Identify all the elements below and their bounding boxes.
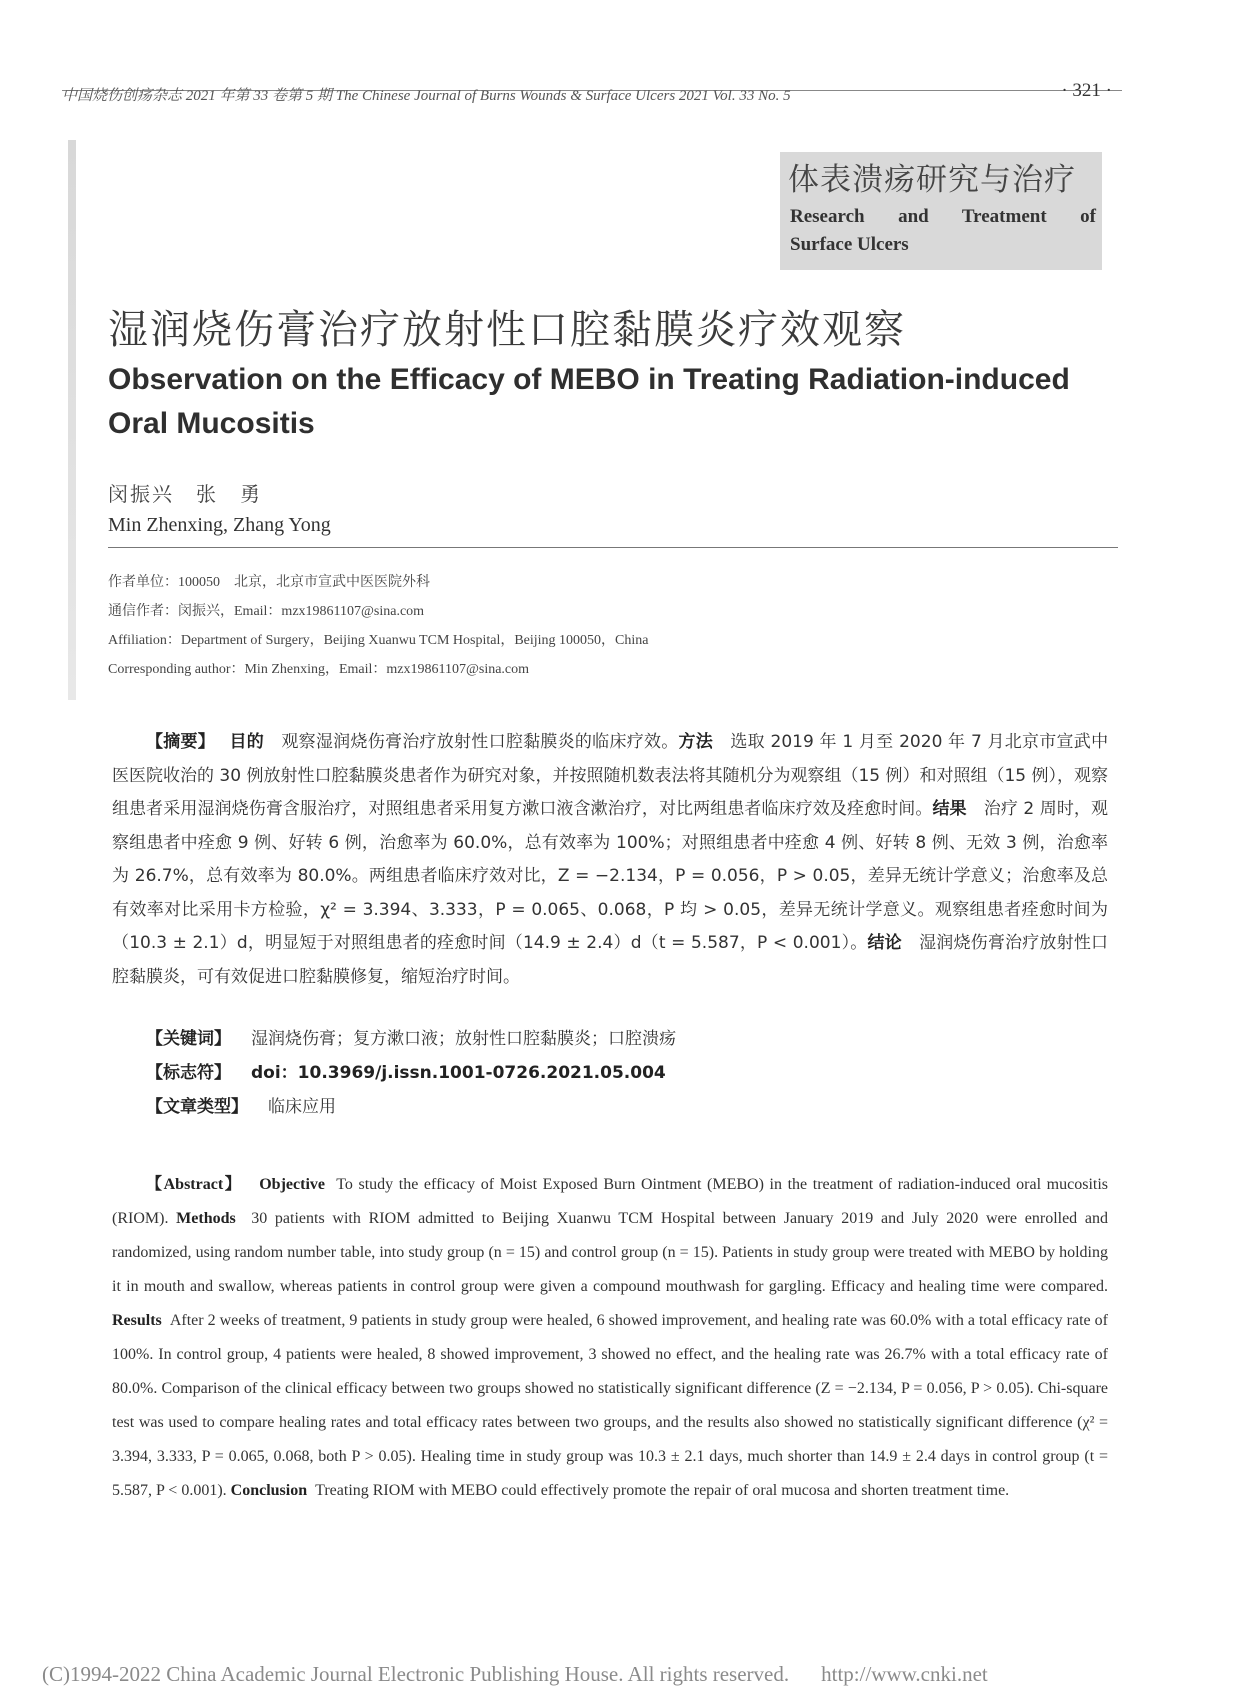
conclusion-text-en: Treating RIOM with MEBO could effectively promote the repair of oral mucosa and shorten treatment time. bbox=[315, 1482, 1010, 1499]
authors-en: Min Zhenxing, Zhang Yong bbox=[108, 514, 331, 536]
article-type-label: 【文章类型】 bbox=[146, 1097, 248, 1117]
copyright-text: (C)1994-2022 China Academic Journal Electronic Publishing House. All rights reserved. bbox=[42, 1662, 790, 1686]
section-title-en-line1: Research and Treatment of bbox=[790, 206, 1096, 227]
keywords-label: 【关键词】 bbox=[146, 1029, 231, 1049]
conclusion-label-cn: 结论 bbox=[867, 933, 902, 953]
doi-value: doi：10.3969/j.issn.1001-0726.2021.05.004 bbox=[251, 1063, 666, 1083]
affiliation-line: Corresponding author：Min Zhenxing，Email：mzx19861107@sina.com bbox=[108, 662, 530, 677]
abstract-cn-label: 【摘要】 bbox=[146, 732, 207, 752]
section-title-en-line2: Surface Ulcers bbox=[790, 234, 909, 255]
article-title-en: Observation on the Efficacy of MEBO in Treating Radiation-induced Oral Mucositis bbox=[108, 363, 1070, 440]
divider bbox=[108, 547, 1118, 548]
results-label-en: Results bbox=[112, 1312, 162, 1329]
doi-label: 【标志符】 bbox=[146, 1063, 231, 1083]
results-label-cn: 结果 bbox=[932, 799, 967, 819]
article-type-line bbox=[146, 1092, 336, 1117]
journal-citation: 中国烧伤创疡杂志 2021 年第 33 卷第 5 期 The Chinese Journal of Burns Wounds & Surface Ulcers 2021 Vol. 33 No. 5 bbox=[62, 88, 791, 104]
page-number: · 321 · bbox=[1061, 80, 1112, 101]
copyright-footer bbox=[42, 1662, 988, 1687]
objective-label-cn: 目的 bbox=[229, 732, 265, 752]
article-title-cn: 湿润烧伤膏治疗放射性口腔黏膜炎疗效观察 bbox=[108, 307, 906, 353]
objective-text-cn: 观察湿润烧伤膏治疗放射性口腔黏膜炎的临床疗效。 bbox=[281, 732, 679, 752]
authors-cn: 闵振兴 张 勇 bbox=[108, 482, 262, 506]
section-title-cn: 体表溃疡研究与治疗 bbox=[788, 162, 1076, 198]
keywords bbox=[146, 1024, 676, 1049]
results-text-cn: 治疗 2 周时，观察组患者中痊愈 9 例、好转 6 例，治愈率为 60.0%，总有效率为 100%；对照组患者中痊愈 4 例、好转 8 例、无效 3 例，治愈率为 26.7%，总有效率为 80.0%。两组患者临床疗效对比，Z = −2.134，P = 0.056，P > 0.05，差异无统计学意义；治愈率及总有效率对比采用卡方检验，χ² = 3.394、3.333，P = 0.065、0.068，P 均 > 0.05，差异无统计学意义。观察组患者痊愈时间为（10.3 ± 2.1）d，明显短于对照组患者的痊愈时间（14.9 ± 2.4）d（t = 5.587，P < 0.001）。 bbox=[112, 799, 1109, 953]
conclusion-text-cn: 湿润烧伤膏治疗放射性口腔黏膜炎，可有效促进口腔黏膜修复，缩短治疗时间。 bbox=[112, 933, 1109, 987]
abstract-en-label: 【Abstract】 bbox=[146, 1176, 243, 1193]
article-type-value: 临床应用 bbox=[268, 1097, 336, 1117]
methods-text-cn: 选取 2019 年 1 月至 2020 年 7 月北京市宣武中医医院收治的 30 例放射性口腔黏膜炎患者作为研究对象，并按照随机数表法将其随机分为观察组（15 例）和对照组（15 例），观察组患者采用湿润烧伤膏含服治疗，对照组患者采用复方漱口液含漱治疗，对比两组患者临床疗效及痊愈时间。 bbox=[112, 732, 1109, 819]
results-text-en: After 2 weeks of treatment, 9 patients in study group were healed, 6 showed improvement, and healing rate was 60.0% with a total efficacy rate of 100%. In control group, 4 patients were healed, 8 showed improvement, 3 showed no effect, and the healing rate was 26.7% with a total efficacy rate of 80.0%. Comparison of the clinical efficacy between two groups showed no statistically significant difference (Z = −2.134, P = 0.056, P > 0.05). Chi-square test was used to compare healing rates and total efficacy rates between two groups, and the results also showed no statistically significant difference (χ² = 3.394, 3.333, P = 0.065, 0.068, both P > 0.05). Healing time in study group was 10.3 ± 2.1 days, much shorter than 14.9 ± 2.4 days in control group (t = 5.587, P < 0.001). bbox=[112, 1312, 1108, 1499]
affiliation-line: 作者单位：100050 北京，北京市宣武中医医院外科 bbox=[108, 575, 430, 590]
keywords-value: 湿润烧伤膏；复方漱口液；放射性口腔黏膜炎；口腔溃疡 bbox=[251, 1029, 676, 1049]
methods-label-en: Methods bbox=[176, 1210, 236, 1227]
doi-line bbox=[146, 1058, 666, 1083]
methods-label-cn: 方法 bbox=[678, 732, 714, 752]
objective-text-en: To study the efficacy of Moist Exposed Burn Ointment (MEBO) in the treatment of radiation-induced oral mucositis (RIOM). bbox=[112, 1176, 1109, 1227]
footer-url[interactable]: http://www.cnki.net bbox=[821, 1662, 988, 1686]
affiliation-block bbox=[108, 568, 649, 684]
methods-text-en: 30 patients with RIOM admitted to Beijing Xuanwu TCM Hospital between January 2019 and July 2020 were enrolled and randomized, using random number table, into study group (n = 15) and control group (n = 15). Patients in study group were treated with MEBO by holding it in mouth and swallow, whereas patients in control group were given a compound mouthwash for gargling. Efficacy and healing time were compared. bbox=[112, 1210, 1109, 1295]
affiliation-line: 通信作者：闵振兴，Email：mzx19861107@sina.com bbox=[108, 604, 425, 619]
conclusion-label-en: Conclusion bbox=[230, 1482, 308, 1499]
abstract-cn bbox=[112, 726, 1108, 994]
abstract-en bbox=[112, 1168, 1108, 1508]
objective-label-en: Objective bbox=[259, 1176, 325, 1193]
running-header bbox=[62, 80, 1122, 104]
decorative-side-bar bbox=[68, 140, 76, 700]
affiliation-line: Affiliation：Department of Surgery，Beijing Xuanwu TCM Hospital，Beijing 100050，China bbox=[108, 633, 649, 648]
